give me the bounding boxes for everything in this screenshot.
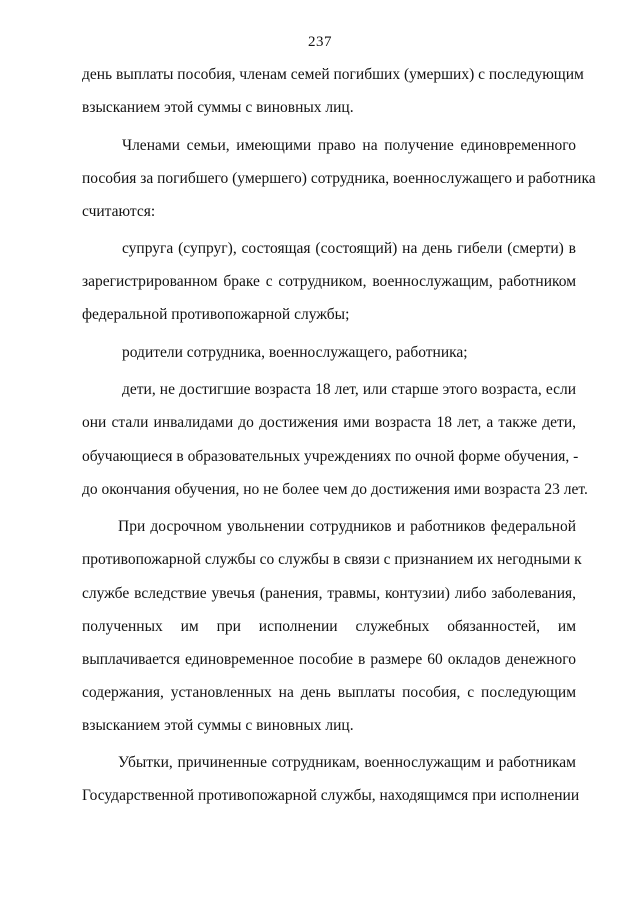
text-line: службе вследствие увечья (ранения, травмы, контузии) либо заболевания, (82, 585, 576, 602)
text-line: родители сотрудника, военнослужащего, работника; (122, 344, 468, 361)
text-line: содержания, установленных на день выплаты пособия, с последующим (82, 684, 576, 701)
text-line: федеральной противопожарной службы; (82, 306, 350, 323)
text-line: пособия за погибшего (умершего) сотрудника, военнослужащего и работника (82, 170, 596, 187)
text-line: зарегистрированном браке с сотрудником, военнослужащим, работником (82, 273, 576, 290)
text-line: взысканием этой суммы с виновных лиц. (82, 99, 354, 116)
text-line: Членами семьи, имеющими право на получение единовременного (122, 137, 576, 154)
page-number: 237 (308, 34, 332, 50)
text-line: супруга (супруг), состоящая (состоящий) на день гибели (смерти) в (122, 240, 576, 257)
text-line: При досрочном увольнении сотрудников и работников федеральной (118, 518, 576, 535)
text-line: они стали инвалидами до достижения ими возраста 18 лет, а также дети, (82, 414, 576, 431)
text-line: день выплаты пособия, членам семей погибших (умерших) с последующим (82, 66, 584, 83)
text-line: считаются: (82, 203, 156, 220)
text-line: Убытки, причиненные сотрудникам, военнослужащим и работникам (118, 754, 576, 771)
text-line: до окончания обучения, но не более чем до достижения ими возраста 23 лет. (82, 481, 588, 498)
text-line: дети, не достигшие возраста 18 лет, или старше этого возраста, если (122, 381, 576, 398)
text-line: полученных им при исполнении служебных обязанностей, им (82, 618, 576, 635)
text-line: Государственной противопожарной службы, находящимся при исполнении (82, 787, 580, 804)
text-line: взысканием этой суммы с виновных лиц. (82, 717, 354, 734)
text-line: обучающиеся в образовательных учреждениях по очной форме обучения, - (82, 448, 579, 465)
text-line: выплачивается единовременное пособие в размере 60 окладов денежного (82, 651, 576, 668)
text-line: противопожарной службы со службы в связи с признанием их негодными к (82, 551, 582, 568)
